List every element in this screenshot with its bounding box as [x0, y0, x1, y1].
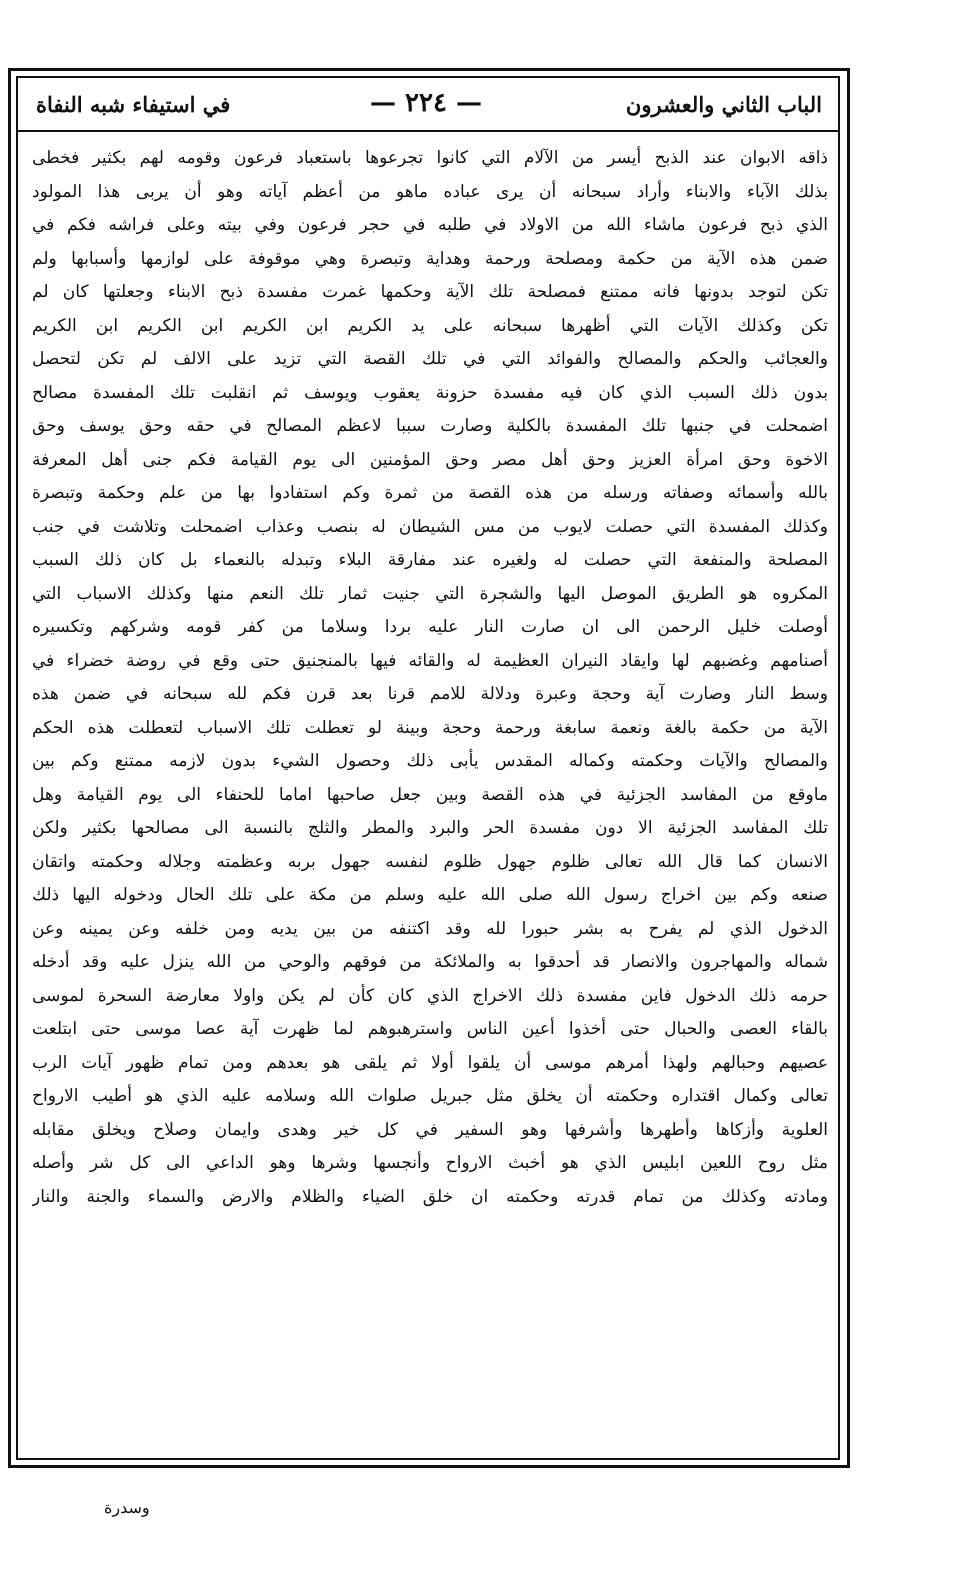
- text-line: مثل روح اللعين ابليس الذي هو أخبث الارواح وأنجسها وشرها وهو الداعي الى كل شر وأصله: [32, 1153, 828, 1173]
- text-line: أصنامهم وغضبهم لها وايقاد النيران العظيمة له والقائه فيها بالمنجنيق حتى وقع في روضة خضراء في: [32, 650, 828, 671]
- text-line: تكن وكذلك الآيات التي أظهرها سبحانه على يد الكريم ابن الكريم ابن الكريم ابن الكريم: [32, 315, 828, 336]
- text-line: شماله والمهاجرون والانصار قد أحدقوا به والملائكة من فوقهم والوحي من الله ينزل عليه وقد أدخله: [32, 952, 828, 972]
- text-line: العلوية وأزكاها وأطهرها وأشرفها وهو السفير في كل خير وهدى وايمان وصلاح ويخلق مقابله: [32, 1119, 828, 1140]
- text-line: تكن لتوجد بدونها فانه ممتنع فمصلحة تلك الآية وحكمها غمرت مفسدة ذبح الابناء وجعلتها كان لم: [32, 282, 828, 302]
- text-line: بذلك الآباء والابناء وأراد سبحانه أن يرى عباده ماهو من أعظم آياته وهو أن يربى هذا المولود: [32, 181, 828, 202]
- text-line: تعالى وكمال اقتداره وحكمته أن يخلق مثل جبريل صلوات الله وسلامه عليه الذي هو أطيب الارواح: [32, 1086, 828, 1106]
- page-number: — ٢٢٤ —: [369, 88, 483, 118]
- text-line: المكروه هو الطريق الموصل اليها والشجرة التي جنيت ثمار تلك النعم منها وكذلك الاسباب التي: [32, 583, 828, 604]
- text-line: وكذلك المفسدة التي حصلت لايوب من مس الشيطان له بنصب وعذاب اضمحلت وتلاشت في جنب: [32, 516, 828, 537]
- text-line: وسط النار وصارت آية وحجة وعبرة ودلالة للامم قرنا بعد قرن فكم لله سبحانه في ضمن هذه: [32, 684, 828, 704]
- text-line: الذي ذبح فرعون ماشاء الله من الاولاد في طلبه في حجر فرعون وفي بيته وعلى فراشه فكم في: [32, 215, 828, 235]
- text-line: اضمحلت في جنبها تلك المفسدة بالكلية وصارت سببا لاعظم المصالح في حقه وحق يوسف وحق: [32, 416, 828, 436]
- text-line: بالقاء العصى والحبال حتى أخذوا أعين الناس واسترهبوهم لما ظهرت آية عصا موسى حتى ابتلعت: [32, 1019, 828, 1039]
- text-line: صنعه وكم بين اخراج رسول الله صلى الله عليه وسلم من مكة على تلك الحال ودخوله اليها ذلك: [32, 885, 828, 905]
- text-line: ومادته وكذلك من تمام قدرته وحكمته ان خلق الضياء والظلام والارض والسماء والجنة والنار: [32, 1186, 828, 1207]
- text-line: أوصلت خليل الرحمن الى ان صارت النار عليه بردا وسلاما من كفر قومه وشركهم وتكسيره: [32, 617, 828, 637]
- text-line: الدخول الذي لم يفرح به بشر حبورا لله وقد اكتنفه من بين يديه ومن خلفه وعن يمينه وعن: [32, 918, 828, 939]
- text-line: الاخوة وحق امرأة العزيز وحق أهل مصر وحق المؤمنين الى يوم القيامة فكم جنى أهل المعرفة: [32, 449, 828, 470]
- chapter-title: الباب الثاني والعشرون: [625, 92, 822, 117]
- text-line: والمصالح والآيات وحكمته وكماله المقدس يأبى ذلك وحصول الشيء بدون لازمه ممتنع وكم بين: [32, 751, 828, 771]
- section-topic: في استيفاء شبه النفاة: [36, 92, 231, 117]
- header-rule: [18, 130, 838, 132]
- text-line: عصيهم وحبالهم ولهذا أمرهم موسى أن يلقوا أولا ثم يلقى هو بعدهم ومن تمام ظهور آيات الرب: [32, 1052, 828, 1073]
- text-line: ماوقع من المفاسد الجزئية في هذه القصة وبين جعل صاحبها اماما للحنفاء الى يوم القيامة وهل: [32, 784, 828, 805]
- body-text: [32, 142, 828, 1458]
- text-line: ذاقه الابوان عند الذبح أيسر من الآلام التي كانوا تجرعوها باستعباد فرعون وقومه لهم بكثير فخطى: [32, 148, 828, 168]
- text-line: الآية من حكمة بالغة ونعمة سابغة ورحمة وحجة وبينة لو تعطلت تلك الاسباب لتعطلت هذه الحكم: [32, 717, 828, 738]
- text-line: تلك المفاسد الجزئية الا دون مفسدة الحر والبرد والمطر والثلج بالنسبة الى مصالحها بكثير ولكن: [32, 818, 828, 838]
- text-line: الانسان كما قال الله تعالى ظلوم جهول ظلوم لنفسه جهول بربه وعظمته وجلاله وحكمته واتقان: [32, 851, 828, 872]
- text-line: حرمه ذلك الدخول فاين مفسدة ذلك الاخراج الذي كان كأن لم يكن واولا معارضة السحرة لموسى: [32, 985, 828, 1006]
- text-line: بالله وأسمائه وصفاته ورسله من هذه القصة من ثمرة وكم استفادوا بها من علم وحكمة وتبصرة: [32, 483, 828, 503]
- text-line: المصلحة والمنفعة التي حصلت له ولغيره عند مفارقة البلاء وتبدله بالنعماء بل كان ذلك السبب: [32, 550, 828, 570]
- catchword: وسدرة: [104, 1498, 150, 1517]
- text-line: ضمن هذه الآية من حكمة ومصلحة ورحمة وهداية وتبصرة وهي موقوفة على لوازمها وأسبابها ولم: [32, 248, 828, 269]
- page-header: [26, 86, 832, 128]
- text-line: بدون ذلك السبب الذي كان فيه مفسدة حزونة يعقوب ويوسف ثم انقلبت تلك المفسدة مصالح: [32, 382, 828, 403]
- text-line: والعجائب والحكم والمصالح والفوائد التي في تلك القصة التي تزيد على الالف لم تكن لتحصل: [32, 349, 828, 369]
